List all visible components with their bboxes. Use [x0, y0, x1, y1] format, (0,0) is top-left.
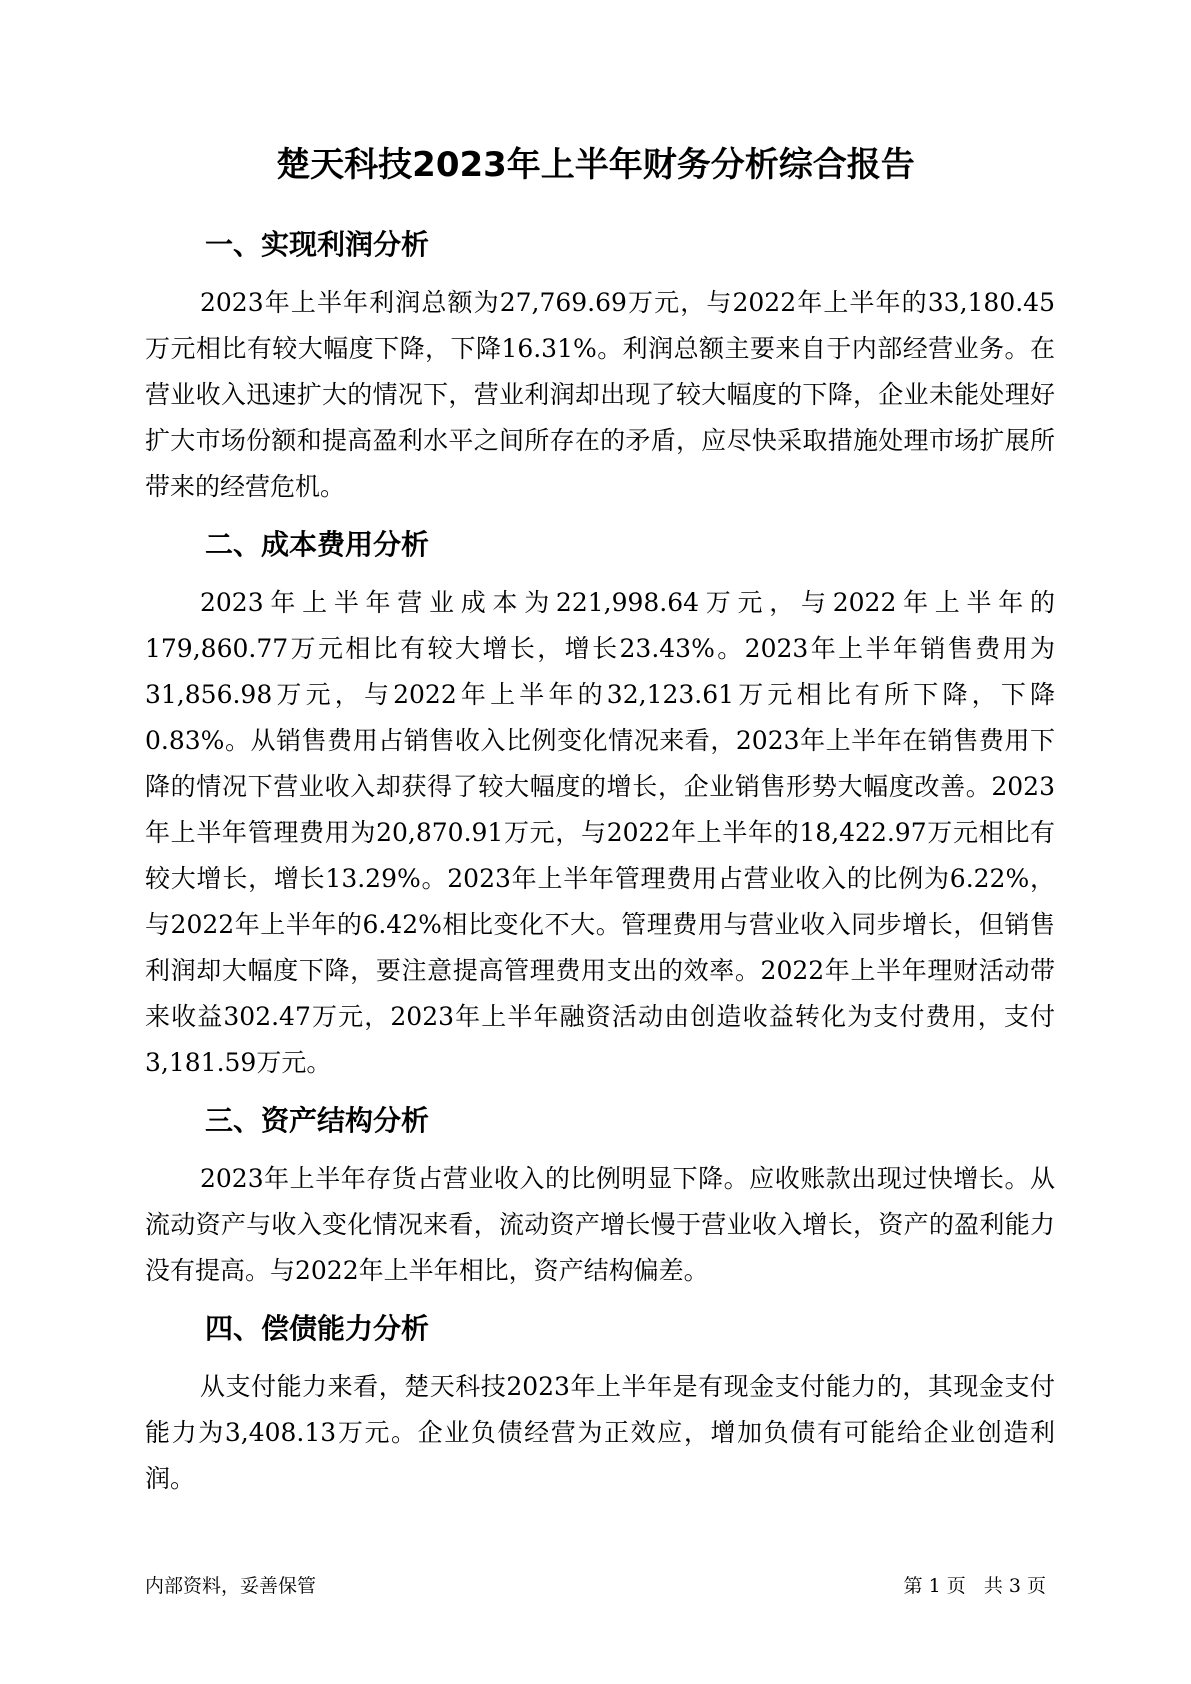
section-paragraph: 2023年上半年营业成本为221,998.64万元，与2022年上半年的179,860.77万元相比有较大增长，增长23.43%。2023年上半年销售费用为31,856.98万元，与2022年上半年的32,123.61万元相比有所下降，下降0.83%。从销售费用占销售收入比例变化情况来看，2023年上半年在销售费用下降的情况下营业收入却获得了较大幅度的增长，企业销售形势大幅度改善。2023年上半年管理费用为20,870.91万元，与2022年上半年的18,422.97万元相比有较大增长，增长13.29%。2023年上半年管理费用占营业收入的比例为6.22%，与2022年上半年的6.42%相比变化不大。管理费用与营业收入同步增长，但销售利润却大幅度下降，要注意提高管理费用支出的效率。2022年上半年理财活动带来收益302.47万元，2023年上半年融资活动由创造收益转化为支付费用，支付3,181.59万元。 [145, 588, 1055, 1077]
section-heading: 一、实现利润分析 [205, 228, 430, 261]
footer-confidential-note: 内部资料，妥善保管 [145, 1575, 317, 1597]
document-body [145, 222, 1055, 1514]
section-profit-analysis [145, 222, 1055, 510]
section-solvency-analysis [145, 1306, 1055, 1502]
section-asset-structure [145, 1098, 1055, 1294]
footer-page-number: 第 1 页 共 3 页 [903, 1575, 1046, 1597]
section-paragraph: 2023年上半年存货占营业收入的比例明显下降。应收账款出现过快增长。从流动资产与收入变化情况来看，流动资产增长慢于营业收入增长，资产的盈利能力没有提高。与2022年上半年相比，资产结构偏差。 [145, 1164, 1055, 1285]
section-paragraph: 2023年上半年利润总额为27,769.69万元，与2022年上半年的33,180.45万元相比有较大幅度下降，下降16.31%。利润总额主要来自于内部经营业务。在营业收入迅速扩大的情况下，营业利润却出现了较大幅度的下降，企业未能处理好扩大市场份额和提高盈利水平之间所存在的矛盾，应尽快采取措施处理市场扩展所带来的经营危机。 [145, 288, 1055, 501]
section-heading: 四、偿债能力分析 [205, 1312, 430, 1345]
section-heading: 二、成本费用分析 [205, 528, 430, 561]
section-heading: 三、资产结构分析 [205, 1104, 430, 1137]
section-cost-analysis [145, 522, 1055, 1086]
section-paragraph: 从支付能力来看，楚天科技2023年上半年是有现金支付能力的，其现金支付能力为3,408.13万元。企业负债经营为正效应，增加负债有可能给企业创造利润。 [145, 1372, 1055, 1493]
document-title: 楚天科技2023年上半年财务分析综合报告 [276, 145, 915, 185]
